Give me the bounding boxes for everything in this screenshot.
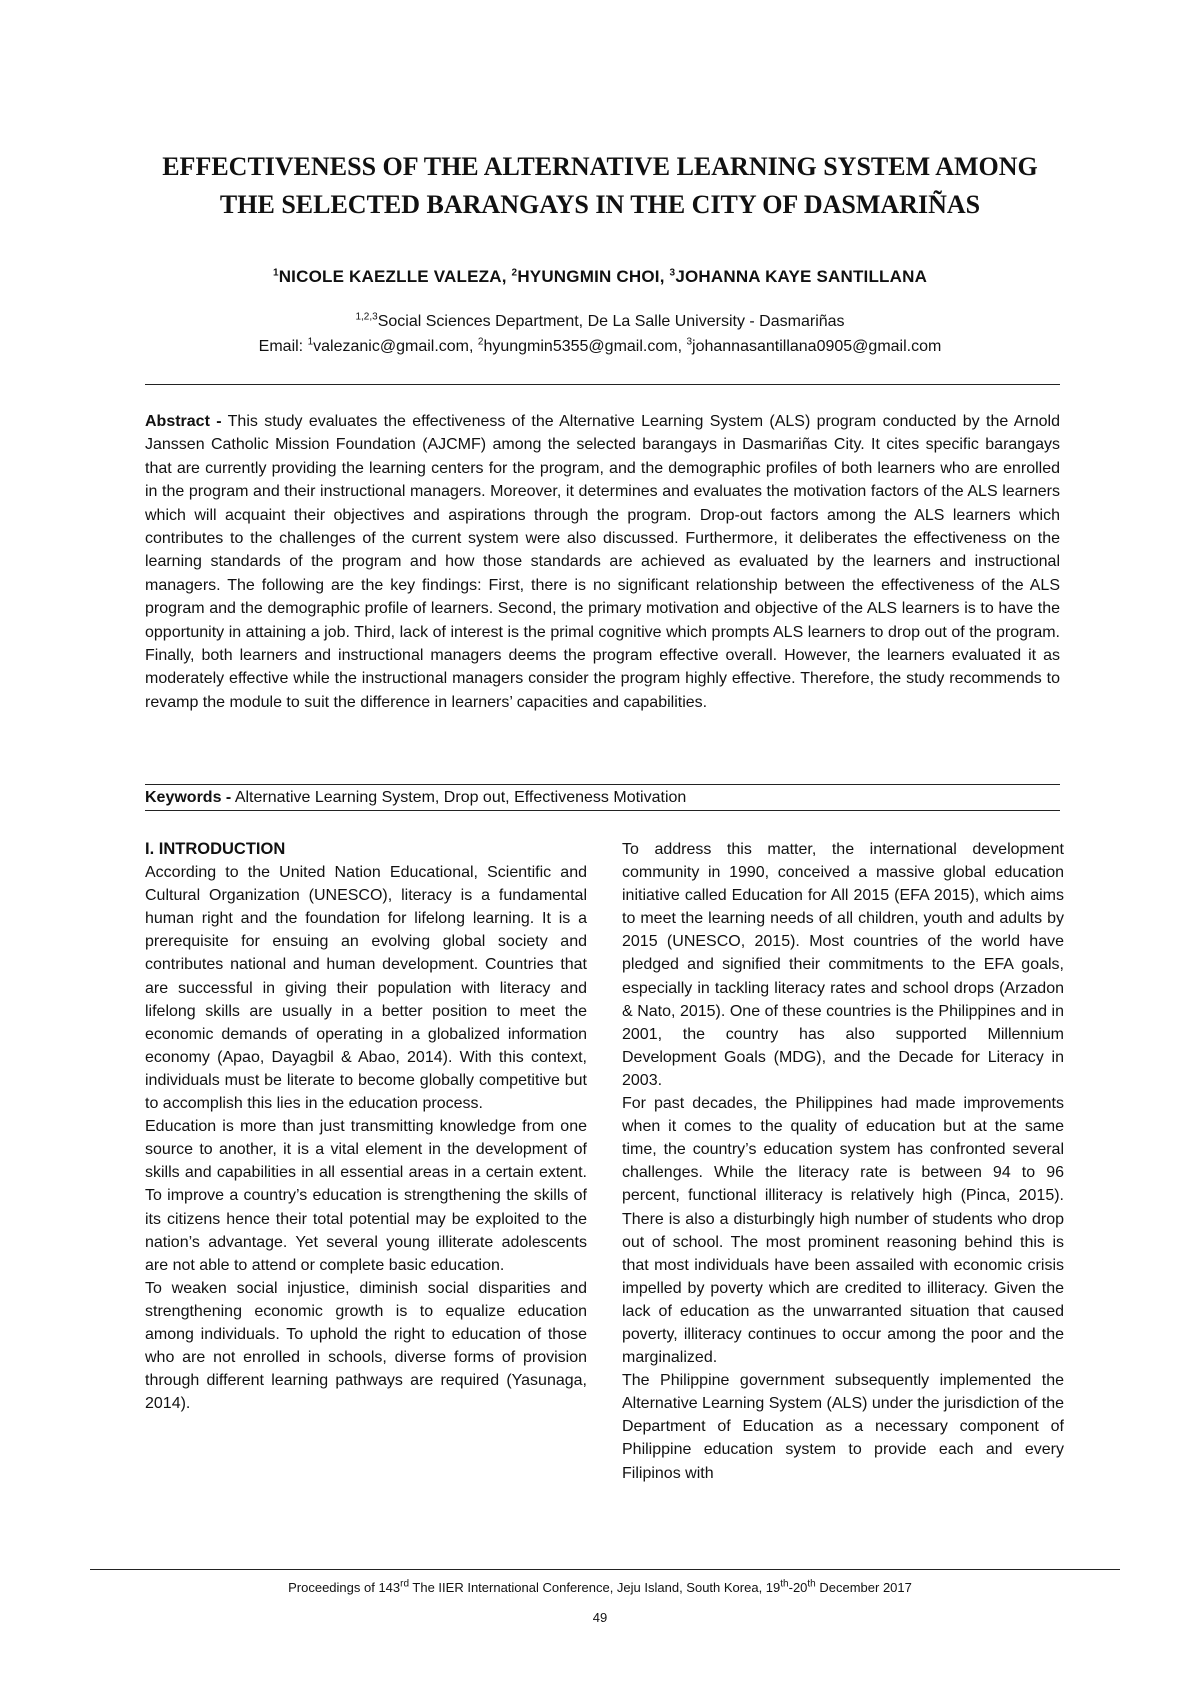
keywords-top-divider (145, 784, 1060, 785)
author-1-name: NICOLE KAEZLLE VALEZA, (278, 267, 512, 286)
email-3: johannasantillana0905@gmail.com (692, 338, 942, 355)
affiliation-marker: 1,2,3 (355, 311, 378, 323)
author-3-marker: 3 (669, 267, 676, 279)
section-heading: I. INTRODUCTION (145, 840, 286, 858)
abstract-text: This study evaluates the effectiveness of the Alternative Learning System (ALS) program conducted by the Arnold Janssen Catholic Mission Foundation (AJCMF) among the selected barangays in Dasmariñas City. It cites specific barangays that are currently providing the learning centers for the program, and the demographic profiles of both learners who are enrolled in the program and their instructional managers. Moreover, it determines and evaluates the motivation factors of the ALS learners which will acquaint their objectives and aspirations through the program. Drop-out factors among the ALS learners which contributes to the challenges of the current system were also discussed. Furthermore, it deliberates the effectiveness on the learning standards of the program and how those standards are achieved as evaluated by the learners and instructional managers. The following are the key findings: First, there is no significant relationship between the effectiveness of the ALS program and the demographic profile of learners. Second, the primary motivation and objective of the ALS learners is to have the opportunity in attaining a job. Third, lack of interest is the primal cognitive which prompts ALS learners to drop out of the program. Finally, both learners and instructional managers deems the program effective overall. However, the learners evaluated it as moderately effective while the instructional managers consider the program highly effective. Therefore, the study recommends to revamp the module to suit the difference in learners’ capacities and capabilities. (145, 413, 1060, 711)
email-1-marker: 1 (307, 336, 314, 348)
abstract-label: Abstract - (145, 413, 222, 430)
author-1-marker: 1 (272, 267, 279, 279)
footer-sup-1: rd (400, 1578, 410, 1590)
paragraph: To address this matter, the international development community in 1990, conceived a massive global education initiative called Education for All 2015 (EFA 2015), which aims to meet the learning needs of all children, youth and adults by 2015 (UNESCO, 2015). Most countries of the world have pledged and signified their commitments to the EFA goals, especially in tackling literacy rates and school drops (Arzadon & Nato, 2015). One of these countries is the Philippines and in 2001, the country has also supported Millennium Development Goals (MDG), and the Decade for Literacy in 2003. (622, 841, 1064, 1089)
email-label: Email: (258, 338, 308, 355)
email-3-marker: 3 (686, 336, 693, 348)
right-column (622, 838, 1064, 1485)
paragraph: For past decades, the Philippines had made improvements when it comes to the quality of education but at the same time, the country’s education system has confronted several challenges. While the literacy rate is between 94 to 96 percent, functional illiteracy is relatively high (Pinca, 2015). There is also a disturbingly high number of students who drop out of school. The most prominent reasoning behind this is that most individuals have been assailed with economic crisis impelled by poverty which are credited to illiteracy. Given the lack of education as the unwarranted situation that caused poverty, illiteracy continues to occur among the poor and the marginalized. (622, 1095, 1064, 1367)
page-number: 49 (592, 1610, 608, 1625)
author-3-name: JOHANNA KAYE SANTILLANA (675, 267, 928, 286)
footer-text-2: The IIER International Conference, Jeju Island, South Korea, 19 (409, 1580, 781, 1595)
footer-sup-2: th (780, 1578, 789, 1590)
paragraph: To weaken social injustice, diminish social disparities and strengthening economic growth is to equalize education among individuals. To uphold the right to education of those who are not enrolled in schools, diverse forms of provision through different learning pathways are required (Yasunaga, 2014). (145, 1279, 587, 1413)
paragraph: The Philippine government subsequently implemented the Alternative Learning System (ALS) under the jurisdiction of the Department of Education as a necessary component of Philippine education system to provide each and every Filipinos with (622, 1372, 1065, 1482)
paragraph: According to the United Nation Educational, Scientific and Cultural Organization (UNESCO), literacy is a fundamental human right and the foundation for lifelong learning. It is a prerequisite for ensuing an evolving global society and contributes national and human development. Countries that are successful in giving their population with literacy and lifelong skills are usually in a better position to meet the economic demands of operating in a globalized information economy (Apao, Dayagbil & Abao, 2014). With this context, individuals must be literate to become globally competitive but to accomplish this lies in the education process. (145, 864, 587, 1113)
author-2-marker: 2 (511, 267, 518, 279)
author-2-name: HYUNGMIN CHOI, (517, 267, 670, 286)
footer-sup-3: th (807, 1578, 816, 1590)
author-list (140, 267, 1060, 287)
paper-title: EFFECTIVENESS OF THE ALTERNATIVE LEARNING SYSTEM AMONG THE SELECTED BARANGAYS IN THE CITY OF DASMARIÑAS (162, 152, 1038, 219)
email-2-marker: 2 (477, 336, 484, 348)
footer-divider (90, 1569, 1120, 1570)
affiliation (100, 313, 1100, 331)
header-divider (145, 384, 1060, 385)
keywords-label: Keywords - (145, 789, 232, 806)
email-line (100, 338, 1100, 356)
footer-text-4: December 2017 (815, 1580, 912, 1595)
keywords-bottom-divider (145, 810, 1060, 811)
email-2: hyungmin5355@gmail.com, (483, 338, 687, 355)
footer-text-3: -20 (788, 1580, 808, 1595)
keywords-text: Alternative Learning System, Drop out, Effectiveness Motivation (231, 789, 687, 806)
keywords (145, 787, 1060, 809)
paragraph: Education is more than just transmitting knowledge from one source to another, it is a vital element in the development of skills and capabilities in all essential areas in a certain extent. To improve a country’s education is strengthening the skills of its citizens hence their total potential may be exploited to the nation’s advantage. Yet several young illiterate adolescents are not able to attend or complete basic education. (145, 1118, 587, 1274)
footer-text-1: Proceedings of 143 (288, 1580, 401, 1595)
email-1: valezanic@gmail.com, (313, 338, 478, 355)
proceedings-footer (100, 1580, 1100, 1595)
abstract (145, 410, 1060, 714)
left-column (145, 838, 587, 1415)
affiliation-text: Social Sciences Department, De La Salle University - Dasmariñas (377, 313, 845, 330)
